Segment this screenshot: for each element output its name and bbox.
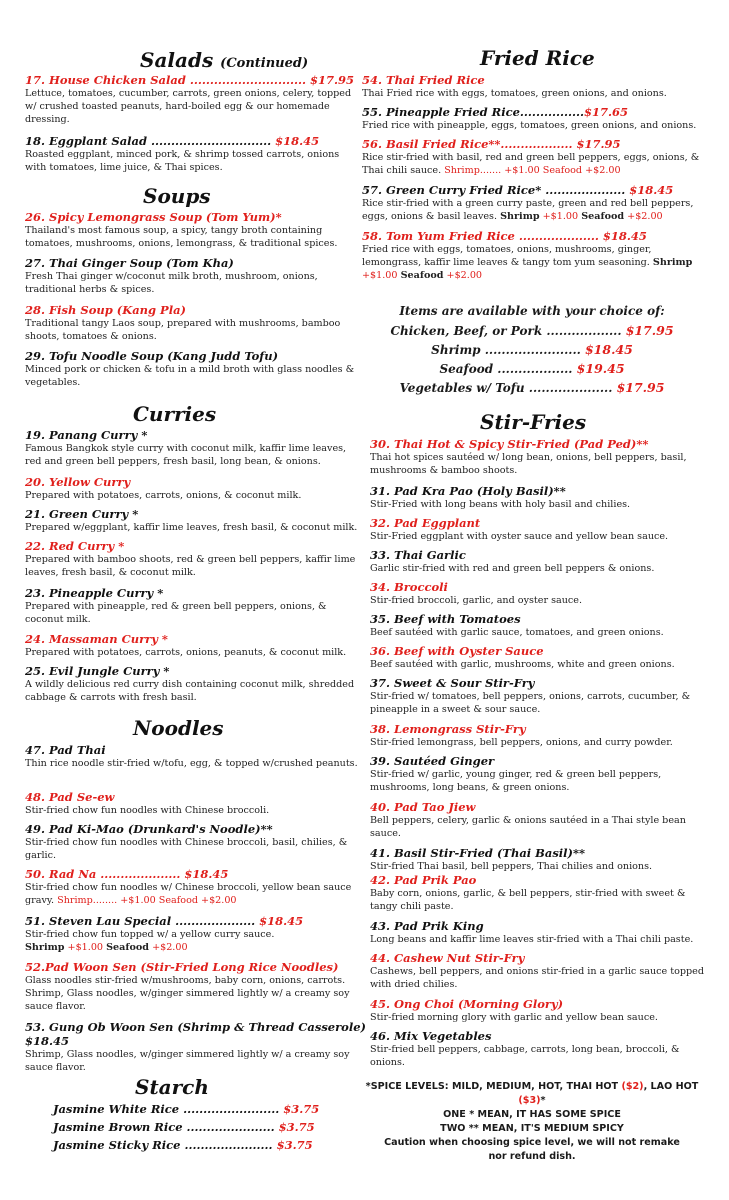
menu-item: 49. Pad Ki-Mao (Drunkard's Noodle)** Stir-fried chow fun noodles with Chinese broccoli, basil, chilies, & garlic. (25, 822, 348, 861)
menu-item: 37. Sweet & Sour Stir-Fry Stir-fried w/ tomatoes, bell peppers, onions, carrots, cucumber, & pineapple in a sweet & sour sauce. (370, 676, 691, 715)
menu-item: 27. Thai Ginger Soup (Tom Kha) Fresh Thai ginger w/coconut milk broth, mushroom, onions, traditional herbs & spices. (25, 256, 318, 295)
addon-price: Shrimp....... +$1.00 Seafood +$2.00 (444, 165, 621, 176)
menu-item: 38. Lemongrass Stir-Fry Stir-fried lemongrass, bell peppers, onions, and curry powder. (370, 722, 673, 748)
menu-item: 39. Sautéed Ginger Stir-fried w/ garlic, young ginger, red & green bell peppers, mushrooms, long beans, & green onions. (370, 754, 662, 793)
addon-price: Shrimp........ +$1.00 Seafood +$2.00 (57, 895, 237, 906)
menu-item: 34. Broccoli Stir-fried broccoli, garlic, and oyster sauce. (370, 580, 583, 606)
starch-heading: Starch (135, 1075, 209, 1099)
caution-note: Caution when choosing spice level, we will not remake (384, 1137, 680, 1148)
choice-row: Shrimp ....................... $18.45 (431, 342, 633, 357)
menu-item: 22. Red Curry * Prepared with bamboo shoots, red & green bell peppers, kaffir lime leaves, fresh basil, & coconut milk. (25, 539, 356, 578)
spice-notes (362, 1080, 702, 1164)
menu-item: 42. Pad Prik Pao Baby corn, onions, garlic, & bell peppers, stir-fried with sweet & tangy chili paste. (370, 873, 686, 912)
soups-heading: Soups (143, 184, 211, 208)
menu-item: 28. Fish Soup (Kang Pla) Traditional tangy Laos soup, prepared with mushrooms, bamboo shoots, tomatoes & onions. (25, 303, 341, 342)
menu-item: 55. Pineapple Fried Rice................$17.65 Fried rice with pineapple, eggs, tomatoes, green onions, and onions. (362, 105, 697, 131)
menu-item: 24. Massaman Curry * Prepared with potatoes, carrots, onions, peanuts, & coconut milk. (25, 632, 347, 658)
item-price: $17.95 (309, 73, 354, 87)
menu-item: 26. Spicy Lemongrass Soup (Tom Yum)* Thailand's most famous soup, a spicy, tangy broth containing tomatoes, mushrooms, onions, lemongrass, & traditional spices. (25, 210, 338, 249)
curries-heading: Curries (133, 402, 217, 426)
menu-item: 56. Basil Fried Rice**.................. $17.95 Rice stir-fried with basil, red and green bell peppers, eggs, onions, & Thai chili sauce. Shrimp....... +$1.00 Seafood +$2.00 (362, 137, 700, 176)
menu-item: 53. Gung Ob Woon Sen (Shrimp & Thread Casserole) $18.45 Shrimp, Glass noodles, w/ginger simmered lightly w/ a creamy soy sauce flavor. (25, 1020, 366, 1073)
menu-item: 23. Pineapple Curry * Prepared with pineapple, red & green bell peppers, onions, & coconut milk. (25, 586, 327, 625)
menu-item: 19. Panang Curry * Famous Bangkok style curry with coconut milk, kaffir lime leaves, red and green bell peppers, fresh basil, long bean, & onions. (25, 428, 347, 467)
menu-item: 52.Pad Woon Sen (Stir-Fried Long Rice Noodles) Glass noodles stir-fried w/mushrooms, baby corn, onions, carrots. Shrimp, Glass noodles, w/ginger simmered lightly w/ a creamy soy sauce flavor. (25, 960, 350, 1012)
item-price: $18.45 (275, 134, 320, 148)
menu-item: 48. Pad Se-ew Stir-fried chow fun noodles with Chinese broccoli. (25, 790, 270, 816)
menu-item: 45. Ong Choi (Morning Glory) Stir-fried morning glory with garlic and yellow bean sauce. (370, 997, 658, 1023)
caution-note-cont: nor refund dish. (488, 1151, 576, 1162)
item-price: $18.45 (602, 229, 647, 243)
menu-item: 50. Rad Na .................... $18.45 Stir-fried chow fun noodles w/ Chinese broccoli, yellow bean sauce gravy. Shrimp........ +$1.00 Seafood +$2.00 (25, 867, 352, 906)
choice-row: Vegetables w/ Tofu .................... $17.95 (399, 380, 665, 395)
menu-item: 29. Tofu Noodle Soup (Kang Judd Tofu) Minced pork or chicken & tofu in a mild broth with glass noodles & vegetables. (25, 349, 355, 388)
noodles-heading: Noodles (133, 716, 224, 740)
menu-item: 25. Evil Jungle Curry * A wildly delicious red curry dish containing coconut milk, shredded cabbage & carrots with fresh basil. (25, 664, 355, 703)
menu-item: 36. Beef with Oyster Sauce Beef sautéed with garlic, mushrooms, white and green onions. (370, 644, 675, 670)
menu-item: 31. Pad Kra Pao (Holy Basil)** Stir-Fried with long beans with holy basil and chilies. (370, 484, 631, 510)
item-price: $17.95 (576, 137, 621, 151)
menu-item: 57. Green Curry Fried Rice* .................... $18.45 Rice stir-fried with a green curry paste, green and red bell peppers, eggs, onions & basil leaves. Shrimp +$1.00 Seafood +$2.00 (362, 183, 694, 222)
item-price: $18.45 (629, 183, 674, 197)
menu-item: 35. Beef with Tomatoes Beef sautéed with garlic sauce, tomatoes, and green onions. (370, 612, 664, 638)
menu-item: 46. Mix Vegetables Stir-fried bell peppers, cabbage, carrots, long bean, broccoli, & onions. (370, 1029, 680, 1068)
menu-item: 58. Tom Yum Fried Rice .................... $18.45 Fried rice with eggs, tomatoes, onions, mushrooms, ginger, lemongrass, kaffir lime leaves & tangy tom yum seasoning. Shrimp +$1.00 Seafood +$2.00 (362, 229, 693, 281)
menu-item: 51. Steven Lau Special .................... $18.45 Stir-fried chow fun topped w/ a yellow curry sauce. Shrimp +$1.00 Seafood +$2.00 (25, 914, 360, 954)
menu-item: Jasmine White Rice ........................ $3.75 (53, 1102, 320, 1116)
item-price: $17.65 (583, 105, 628, 119)
choice-row: Seafood .................. $19.45 (439, 361, 625, 376)
menu-item: 44. Cashew Nut Stir-Fry Cashews, bell peppers, and onions stir-fried in a garlic sauce topped with dried chilies. (370, 951, 704, 990)
menu-item: 17. House Chicken Salad ............................. $17.95 Lettuce, tomatoes, cucumber, carrots, green onions, celery, topped w/ crushed toasted peanuts, hard-boiled egg & our homemade dressing. (25, 73, 354, 125)
menu-item: 18. Eggplant Salad .............................. $18.45 Roasted eggplant, minced pork, & shrimp tossed carrots, onions with tomatoes, lime juice, & Thai spices. (25, 134, 340, 173)
salads-heading: Salads (Continued) (140, 48, 309, 72)
one-star-note: ONE * MEAN, IT HAS SOME SPICE (443, 1109, 621, 1120)
menu-item: 41. Basil Stir-Fried (Thai Basil)** Stir-fried Thai basil, bell peppers, Thai chilies and onions. (370, 846, 653, 872)
menu-item: Jasmine Sticky Rice ...................... $3.75 (53, 1138, 313, 1152)
addon-price: Shrimp +$1.00 Seafood +$2.00 (25, 942, 188, 953)
spice-levels-line: *SPICE LEVELS: MILD, MEDIUM, HOT, THAI HOT ($2), LAO HOT ($3)* (365, 1081, 699, 1106)
choice-heading: Items are available with your choice of: (399, 304, 665, 318)
menu-item: 47. Pad Thai Thin rice noodle stir-fried w/tofu, egg, & topped w/crushed peanuts. (25, 743, 358, 769)
stir-fries-heading: Stir-Fries (480, 410, 587, 434)
menu-item: 21. Green Curry * Prepared w/eggplant, kaffir lime leaves, fresh basil, & coconut milk. (25, 507, 358, 533)
two-star-note: TWO ** MEAN, IT'S MEDIUM SPICY (440, 1123, 624, 1134)
menu-item: 43. Pad Prik King Long beans and kaffir lime leaves stir-fried with a Thai chili paste. (370, 919, 694, 945)
item-price: $18.45 (184, 867, 229, 881)
menu-item: 32. Pad Eggplant Stir-Fried eggplant with oyster sauce and yellow bean sauce. (370, 516, 669, 542)
fried-rice-heading: Fried Rice (480, 46, 595, 70)
item-price: $18.45 (259, 914, 304, 928)
menu-item: 20. Yellow Curry Prepared with potatoes, carrots, onions, & coconut milk. (25, 475, 302, 501)
menu-item: 54. Thai Fried Rice Thai Fried rice with eggs, tomatoes, green onions, and onions. (362, 73, 667, 99)
menu-item: 40. Pad Tao Jiew Bell peppers, celery, garlic & onions sautéed in a Thai style bean sauce. (370, 800, 686, 839)
menu-item: 33. Thai Garlic Garlic stir-fried with red and green bell peppers & onions. (370, 548, 655, 574)
choice-row: Chicken, Beef, or Pork .................. $17.95 (390, 323, 674, 338)
menu-item: Jasmine Brown Rice ...................... $3.75 (53, 1120, 315, 1134)
menu-item: 30. Thai Hot & Spicy Stir-Fried (Pad Ped)** Thai hot spices sautéed w/ long bean, onions, bell peppers, basil, mushrooms & bamboo shoots. (370, 437, 687, 476)
